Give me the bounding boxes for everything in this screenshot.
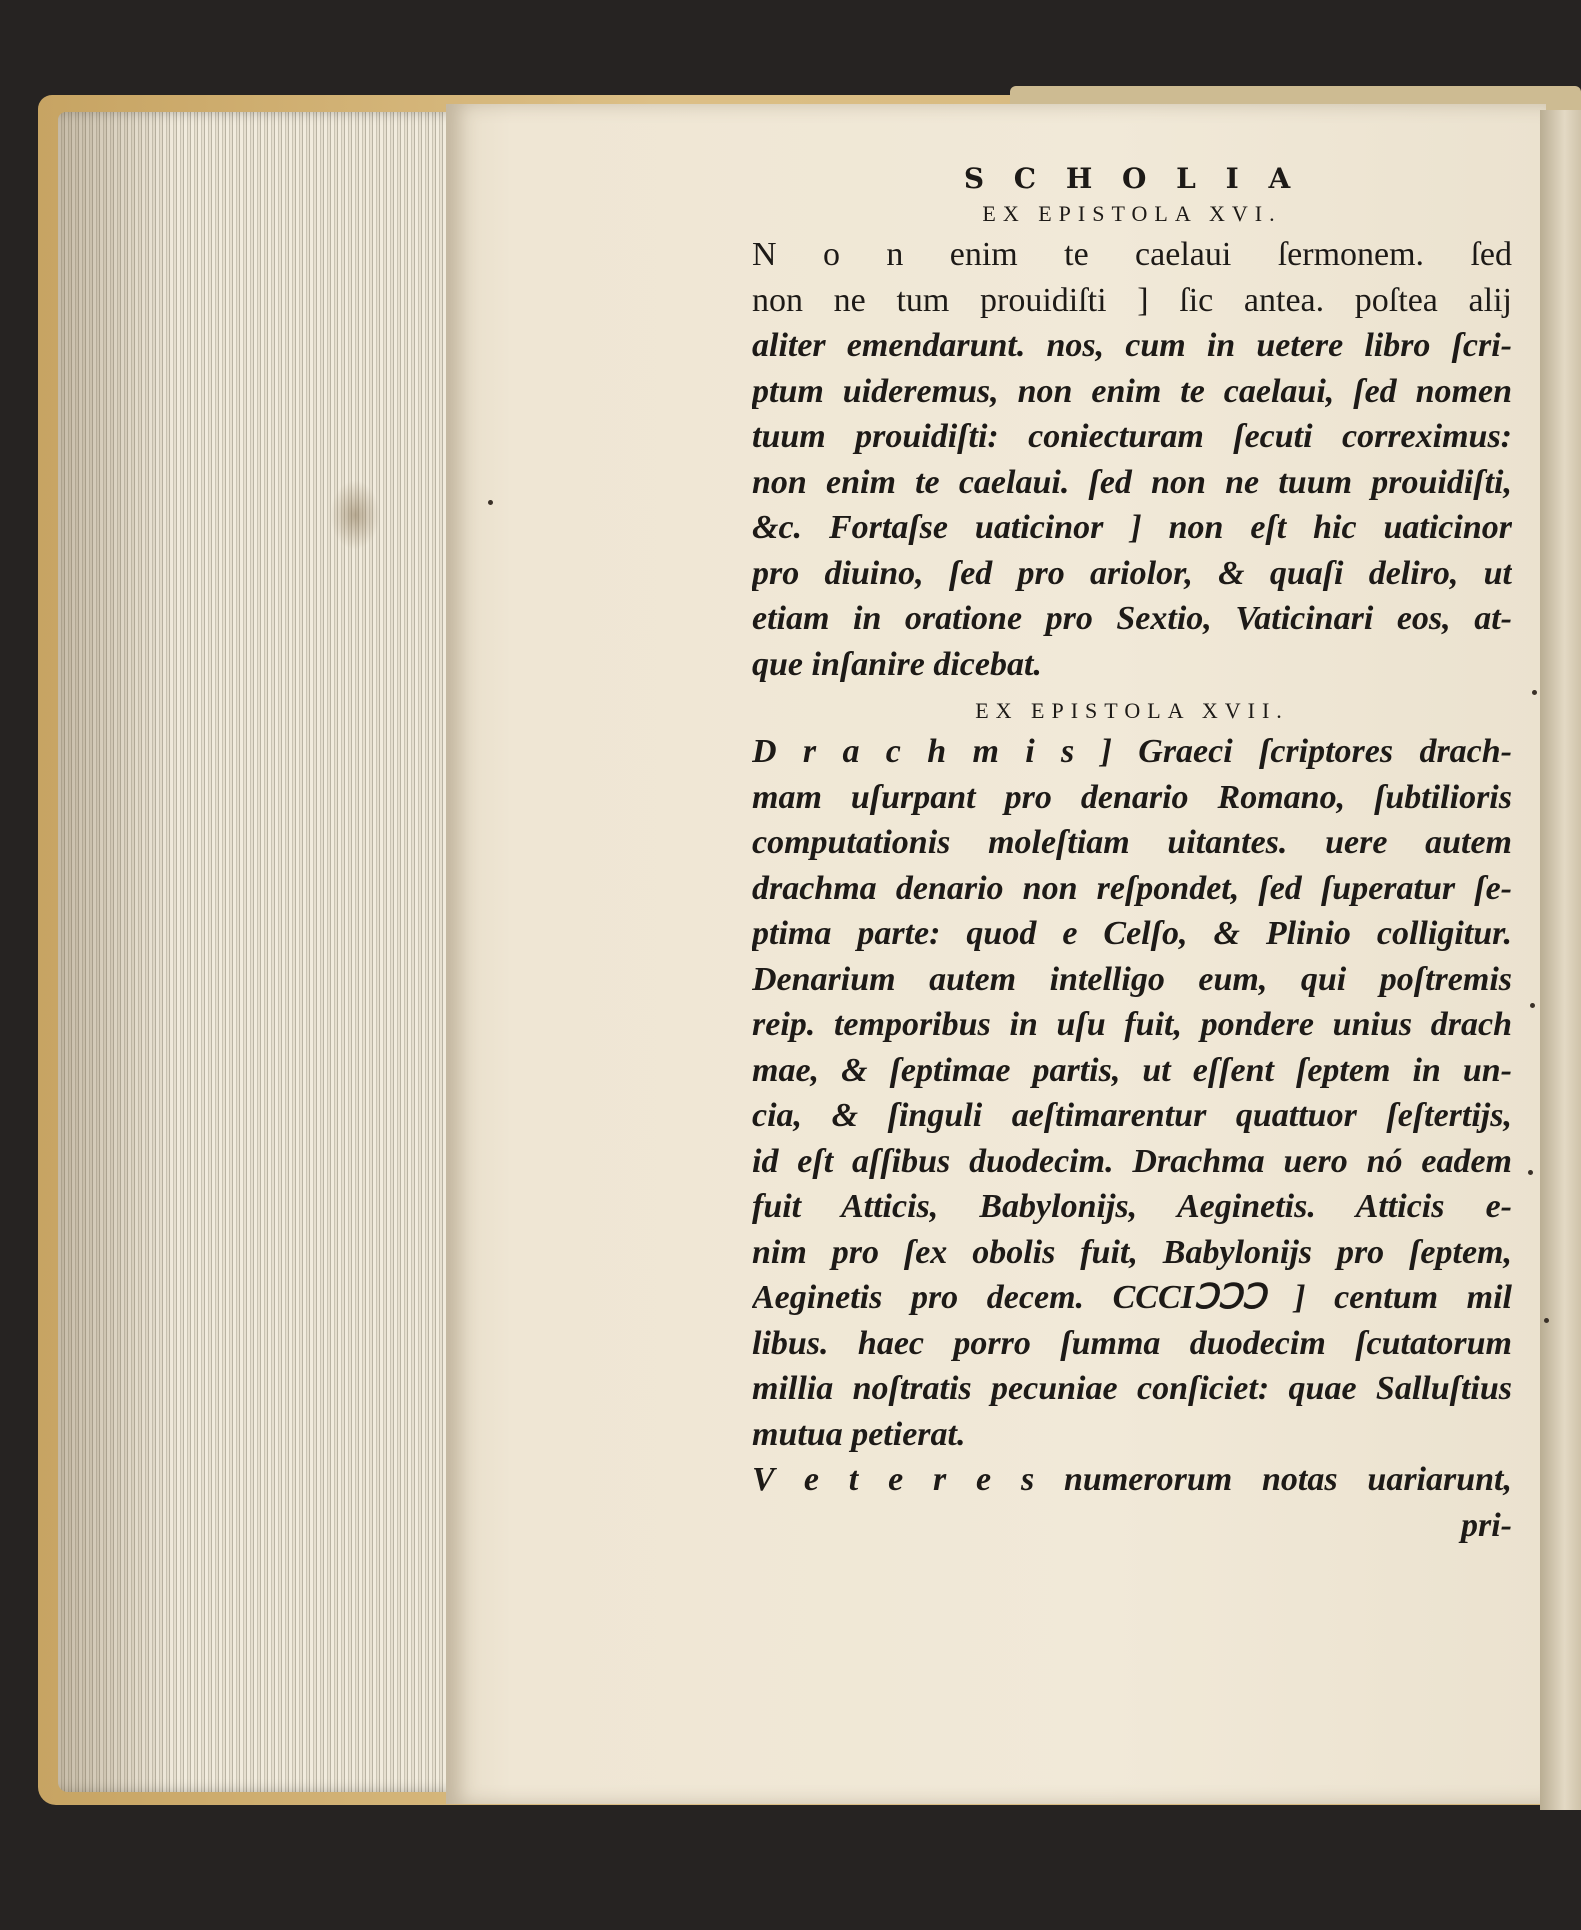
text-line: mae, & ſeptimae partis, ut eſſent ſeptem in un- xyxy=(752,1051,1512,1089)
text-line: &c. Fortaſse uaticinor ] non eſt hic uaticinor xyxy=(752,509,1512,546)
text-line: libus. haec porro ſumma duodecim ſcutatorum xyxy=(752,1324,1512,1362)
text-line: N o n enim te caelaui ſermonem. ſed xyxy=(752,236,1512,273)
text-line: pro diuino, ſed pro ariolor, & quaſi deliro, ut xyxy=(752,554,1512,592)
text-line: computationis moleſtiam uitantes. uere autem xyxy=(752,824,1512,861)
text-line: fuit Atticis, Babylonijs, Aeginetis. Atticis e- xyxy=(752,1188,1512,1225)
text-line: non ne tum prouidiſti ] ſic antea. poſtea alij xyxy=(752,281,1512,319)
margin-dot xyxy=(1530,1003,1535,1008)
running-head: S C H O L I A xyxy=(963,162,1301,195)
paper-stain xyxy=(330,480,380,550)
text-line: nim pro ſex obolis fuit, Babylonijs pro ſeptem, xyxy=(752,1233,1512,1271)
closing-line: V e t e r e s numerorum notas uariarunt, xyxy=(752,1461,1512,1498)
text-line: que inſanire dicebat. xyxy=(752,645,1042,683)
text-line: ptima parte: quod e Celſo, & Plinio colligitur. xyxy=(752,915,1512,952)
margin-dot xyxy=(488,500,493,505)
margin-dot xyxy=(1528,1170,1533,1175)
text-line: reip. temporibus in uſu fuit, pondere unius drach xyxy=(752,1006,1512,1043)
text-line: drachma denario non reſpondet, ſed ſuperatur ſe- xyxy=(752,869,1512,907)
gutter-fold xyxy=(1540,110,1581,1810)
section-heading: EX EPISTOLA XVII. xyxy=(975,698,1289,723)
catchword: pri- xyxy=(1461,1506,1512,1544)
page-text xyxy=(752,160,1512,1640)
text-line: millia noſtratis pecuniae conſiciet: quae Salluſtius xyxy=(752,1370,1512,1407)
text-line: Aeginetis pro decem. CCCIↃↃↃ ] centum mil xyxy=(752,1279,1512,1316)
margin-dot xyxy=(1532,690,1537,695)
margin-dot xyxy=(1544,1318,1549,1323)
text-line: Denarium autem intelligo eum, qui poſtremis xyxy=(752,960,1512,998)
text-line: etiam in oratione pro Sextio, Vaticinari eos, at- xyxy=(752,600,1512,637)
text-line: tuum prouidiſti: coniecturam ſecuti correximus: xyxy=(752,418,1512,455)
text-line: id eſt aſſibus duodecim. Drachma uero nó eadem xyxy=(752,1142,1512,1180)
section-heading: EX EPISTOLA XVI. xyxy=(982,201,1282,226)
text-line: ptum uideremus, non enim te caelaui, ſed nomen xyxy=(752,372,1512,410)
text-line: aliter emendarunt. nos, cum in uetere libro ſcri- xyxy=(752,327,1512,364)
text-line: non enim te caelaui. ſed non ne tuum prouidiſti, xyxy=(752,463,1512,501)
text-line: mutua petierat. xyxy=(752,1415,966,1453)
page-block-shadow xyxy=(58,112,178,1792)
text-line: cia, & ſinguli aeſtimarentur quattuor ſeſtertijs, xyxy=(752,1097,1512,1134)
text-line: mam uſurpant pro denario Romano, ſubtilioris xyxy=(752,778,1512,816)
text-line: D r a c h m i s ] Graeci ſcriptores drach- xyxy=(752,733,1512,770)
